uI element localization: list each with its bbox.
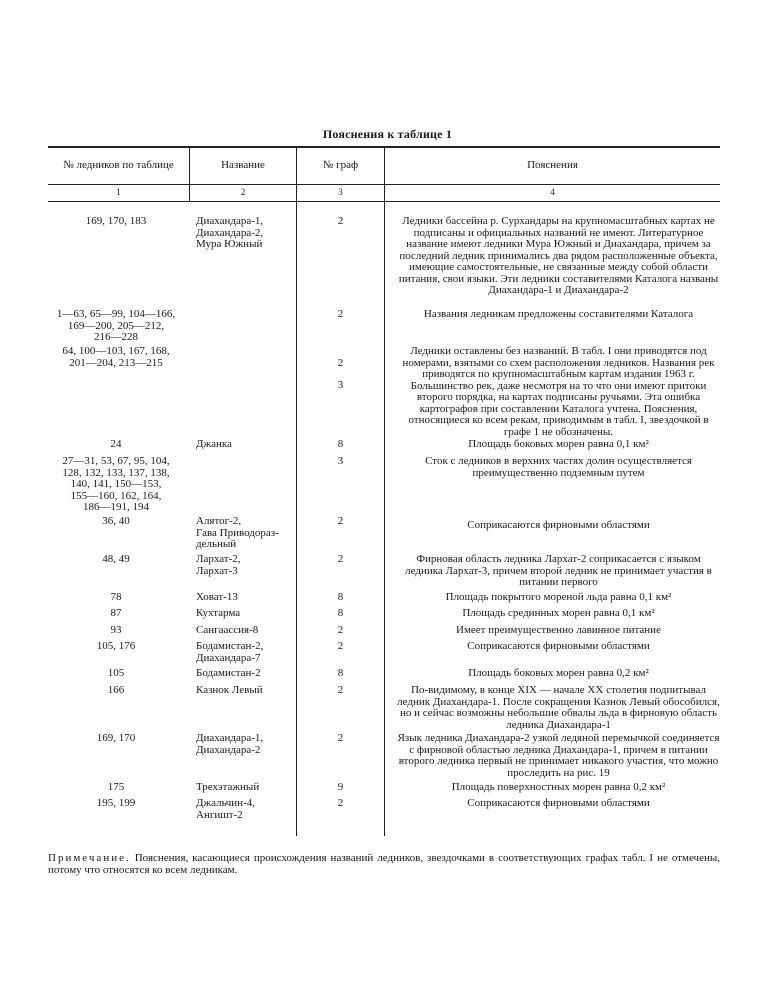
glacier-numbers: 105, 176 xyxy=(96,640,136,652)
glacier-numbers: 78 xyxy=(110,591,122,603)
graph-number: 2 xyxy=(337,215,344,227)
graph-number: 8 xyxy=(337,438,344,450)
explanation: Фирновая область ледника Лархат-2 соприкасается с языком ледника Лархат-3, причем второй ледник не принимает участия в питании первого xyxy=(405,553,712,588)
glacier-name: Джанка xyxy=(196,438,232,450)
glacier-numbers: 24 xyxy=(110,438,122,450)
footnote-text: Пояснения, касающиеся происхождения названий ледников, звездочками в соответствующих графах табл. I не отмечены, потому что относятся ко всем ледникам. xyxy=(48,852,720,876)
column-divider-3 xyxy=(384,146,385,836)
glacier-name: Диахандара-1, Диахандара-2, Мура Южный xyxy=(196,215,264,250)
graph-number-first: 2 xyxy=(337,356,344,369)
graph-number: 2 xyxy=(337,308,344,320)
glacier-name: Трехэтажный xyxy=(196,781,260,793)
explanation: Названия ледникам предложены составителями Каталога xyxy=(423,308,694,320)
glacier-numbers: 87 xyxy=(110,607,122,619)
glacier-numbers: 105 xyxy=(107,667,125,679)
column-number-2: 2 xyxy=(240,187,246,197)
glacier-numbers: 1—63, 65—99, 104—166, 169—200, 205—212, 216—228 xyxy=(56,308,176,343)
graph-number xyxy=(297,346,384,403)
explanation: Сток с ледников в верхних частях долин осуществляется преимущественно подземным путем xyxy=(425,455,692,479)
graph-number: 2 xyxy=(337,515,344,527)
explanation: По-видимому, в конце XIX — начале XX столетия подпитывал ледник Диахандара-1. После сокращения Казнок Левый обособился, но и сейчас возможны небольшие обвалы льда в фирновую область ледника Диахандара-1 xyxy=(397,684,720,731)
explanation: Площадь поверхностных морен равна 0,2 км² xyxy=(451,781,666,793)
graph-number: 2 xyxy=(337,797,344,809)
page-title: Пояснения к таблице 1 xyxy=(322,127,453,141)
glacier-name: Бодамистан-2 xyxy=(196,667,261,679)
explanation: Имеет преимущественно лавинное питание xyxy=(456,624,661,636)
explanation: Ледники оставлены без названий. В табл. I они приводятся под номерами, взятыми со схем расположения ледников. Названия рек приводятся по крупномасштабным картам издания 1963 г. Большинство рек, даже несмотря на то что они имеют притоки второго порядка, на картах подписаны ручьями. Эта ошибка картографов при составлении Каталога учтена. Пояснения, относящиеся ко всем рекам, приводимым в табл. I, звездочкой в графе 1 не обозначены. xyxy=(402,345,715,438)
explanation: Площадь боковых морен равна 0,1 км² xyxy=(468,438,649,450)
glacier-name: Ховат-13 xyxy=(196,591,238,603)
glacier-name: Бодамистан-2, Диахандара-7 xyxy=(196,640,264,664)
column-header-name: Название xyxy=(221,159,265,171)
column-number-4: 4 xyxy=(550,187,555,197)
explanation: Соприкасаются фирновыми областями xyxy=(467,640,650,652)
column-number-1: 1 xyxy=(116,187,121,197)
glacier-numbers: 195, 199 xyxy=(96,797,136,809)
glacier-name: Казнок Левый xyxy=(196,684,263,696)
graph-number: 8 xyxy=(337,667,344,679)
graph-number: 2 xyxy=(337,553,344,565)
glacier-name: Джальчин-4, Ангишт-2 xyxy=(196,797,255,821)
glacier-numbers: 93 xyxy=(110,624,122,636)
glacier-numbers: 166 xyxy=(107,684,125,696)
glacier-numbers: 36, 40 xyxy=(102,515,130,527)
glacier-numbers: 64, 100—103, 167, 168, 201—204, 213—215 xyxy=(62,345,170,369)
glacier-name: Лархат-2, Лархат-3 xyxy=(196,553,241,577)
glacier-name: Диахандара-1, Диахандара-2 xyxy=(196,732,264,756)
explanation: Ледники бассейна р. Сурхандары на крупномасштабных картах не подписаны и официальных названий не имеют. Литературное название имеют ледники Мура Южный и Диахандара, причем за последний ледник принимались два рядом расположенные объекта, имеющие самостоятельные, не связанные между собой области питания, свои языки. Эти ледники составителями Каталога названы Диахандара-1 и Диахандара-2 xyxy=(398,215,719,296)
graph-number-second: 3 xyxy=(337,379,344,391)
graph-number: 2 xyxy=(337,684,344,696)
explanation: Площадь покрытого мореной льда равна 0,1 км² xyxy=(445,591,672,603)
footnote xyxy=(48,852,720,876)
column-header-explanation: Пояснения xyxy=(527,159,578,171)
explanation: Язык ледника Диахандара-2 узкой ледяной перемычкой соединяется с фирновой областью ледника Диахандара-1, причем в питании второго ледника первый не принимает никакого участия, что можно проследить на рис. 19 xyxy=(397,732,720,779)
graph-number: 3 xyxy=(337,455,344,467)
explanation: Соприкасаются фирновыми областями xyxy=(467,519,650,531)
glacier-name: Сангаассия-8 xyxy=(196,624,259,636)
explanation: Площадь срединных морен равна 0,1 км² xyxy=(462,607,655,619)
graph-number: 8 xyxy=(337,607,344,619)
column-number-3: 3 xyxy=(338,187,343,197)
glacier-numbers: 27—31, 53, 67, 95, 104, 128, 132, 133, 137, 138, 140, 141, 150—153, 155—160, 162, 164, 186—191, 194 xyxy=(62,455,170,513)
graph-number: 8 xyxy=(337,591,344,603)
column-header-graph: № граф xyxy=(322,159,359,171)
graph-number: 9 xyxy=(337,781,344,793)
glacier-numbers: 175 xyxy=(107,781,125,793)
glacier-numbers: 169, 170 xyxy=(96,732,136,744)
graph-number: 2 xyxy=(337,640,344,652)
footnote-label: Примечание. xyxy=(48,852,131,864)
graph-number: 2 xyxy=(337,732,344,744)
glacier-name: Алятог-2, Гава Приводораз- дельный xyxy=(196,515,279,550)
glacier-numbers: 48, 49 xyxy=(102,553,130,565)
explanation: Площадь боковых морен равна 0,2 км² xyxy=(468,667,649,679)
column-header-numbers: № ледников по таблице xyxy=(63,159,174,171)
graph-number: 2 xyxy=(337,624,344,636)
glacier-name: Кухтарма xyxy=(196,607,241,619)
explanation: Соприкасаются фирновыми областями xyxy=(467,797,650,809)
glacier-numbers: 169, 170, 183 xyxy=(85,215,147,227)
